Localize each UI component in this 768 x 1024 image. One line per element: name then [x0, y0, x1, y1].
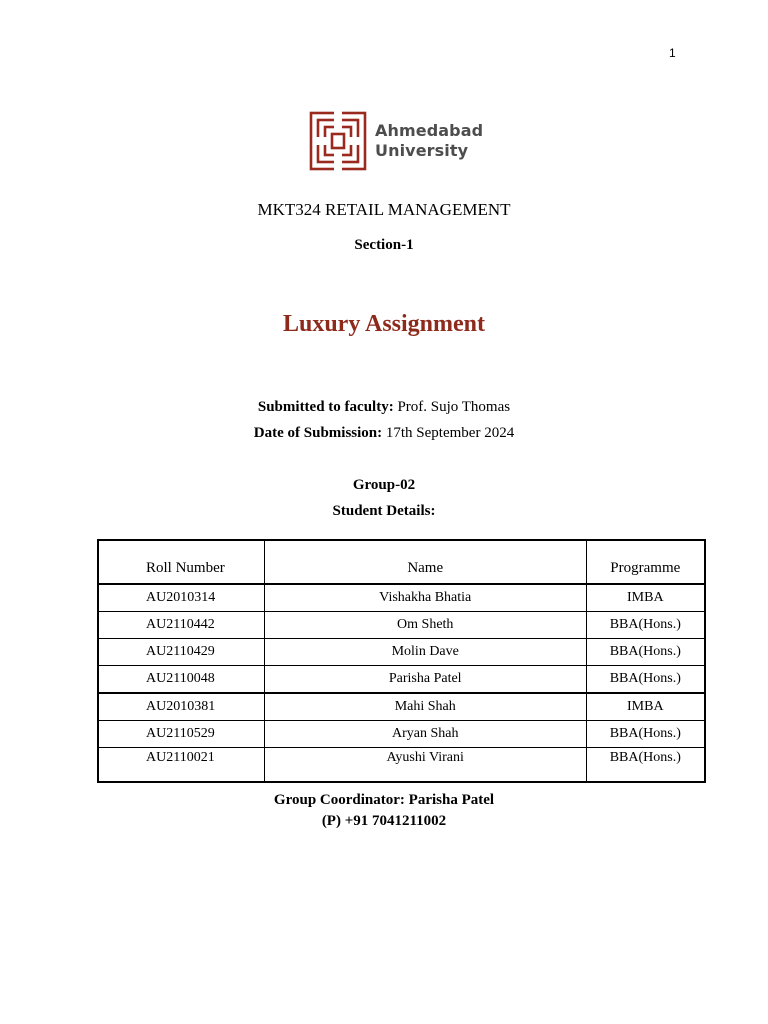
header-name: Name [264, 540, 586, 584]
cell-name: Aryan Shah [264, 721, 586, 748]
cell-name: Vishakha Bhatia [264, 584, 586, 612]
faculty-value: Prof. Sujo Thomas [397, 399, 511, 415]
cell-name: Mahi Shah [264, 693, 586, 721]
faculty-label: Submitted to faculty: [257, 399, 394, 415]
page-number: 1 [669, 46, 676, 60]
table-row [98, 666, 705, 694]
table-row [98, 639, 705, 666]
document-title: Luxury Assignment [282, 311, 486, 337]
table-row [98, 612, 705, 639]
submission-date-value: 17th September 2024 [385, 425, 515, 441]
cell-name: Ayushi Virani [264, 748, 586, 783]
group-coordinator: Group Coordinator: Parisha Patel [273, 792, 495, 808]
cell-roll-number: AU2110529 [98, 721, 264, 748]
student-details-table [97, 539, 706, 783]
student-details-label: Student Details: [332, 503, 436, 519]
table-row [98, 693, 705, 721]
cell-programme: BBA(Hons.) [586, 721, 705, 748]
logo-line-1: Ahmedabad [375, 121, 484, 140]
table-row [98, 748, 705, 783]
logo-wordmark [375, 121, 483, 161]
cell-programme: BBA(Hons.) [586, 612, 705, 639]
cell-programme: IMBA [586, 693, 705, 721]
cell-roll-number: AU2010381 [98, 693, 264, 721]
ahmedabad-university-emblem-icon [309, 111, 367, 171]
cell-roll-number: AU2010314 [98, 584, 264, 612]
logo-line-2: University [375, 141, 469, 160]
header-programme: Programme [586, 540, 705, 584]
table-header-row [98, 540, 705, 584]
cell-roll-number: AU2110442 [98, 612, 264, 639]
cell-name: Molin Dave [264, 639, 586, 666]
faculty-line [0, 399, 768, 416]
cell-roll-number: AU2110048 [98, 666, 264, 694]
cell-roll-number: AU2110429 [98, 639, 264, 666]
cell-programme: BBA(Hons.) [586, 748, 705, 783]
section-label: Section-1 [354, 237, 414, 253]
coordinator-phone: (P) +91 7041211002 [321, 813, 447, 829]
group-label: Group-02 [352, 477, 416, 493]
cell-name: Parisha Patel [264, 666, 586, 694]
university-logo [309, 111, 483, 171]
course-title: MKT324 RETAIL MANAGEMENT [257, 200, 511, 219]
submission-date-line [0, 425, 768, 442]
table-row [98, 584, 705, 612]
cell-name: Om Sheth [264, 612, 586, 639]
header-roll-number: Roll Number [98, 540, 264, 584]
submission-date-label: Date of Submission: [253, 425, 383, 441]
cell-programme: BBA(Hons.) [586, 666, 705, 694]
cell-programme: IMBA [586, 584, 705, 612]
cell-roll-number: AU2110021 [98, 748, 264, 783]
cell-programme: BBA(Hons.) [586, 639, 705, 666]
table-row [98, 721, 705, 748]
